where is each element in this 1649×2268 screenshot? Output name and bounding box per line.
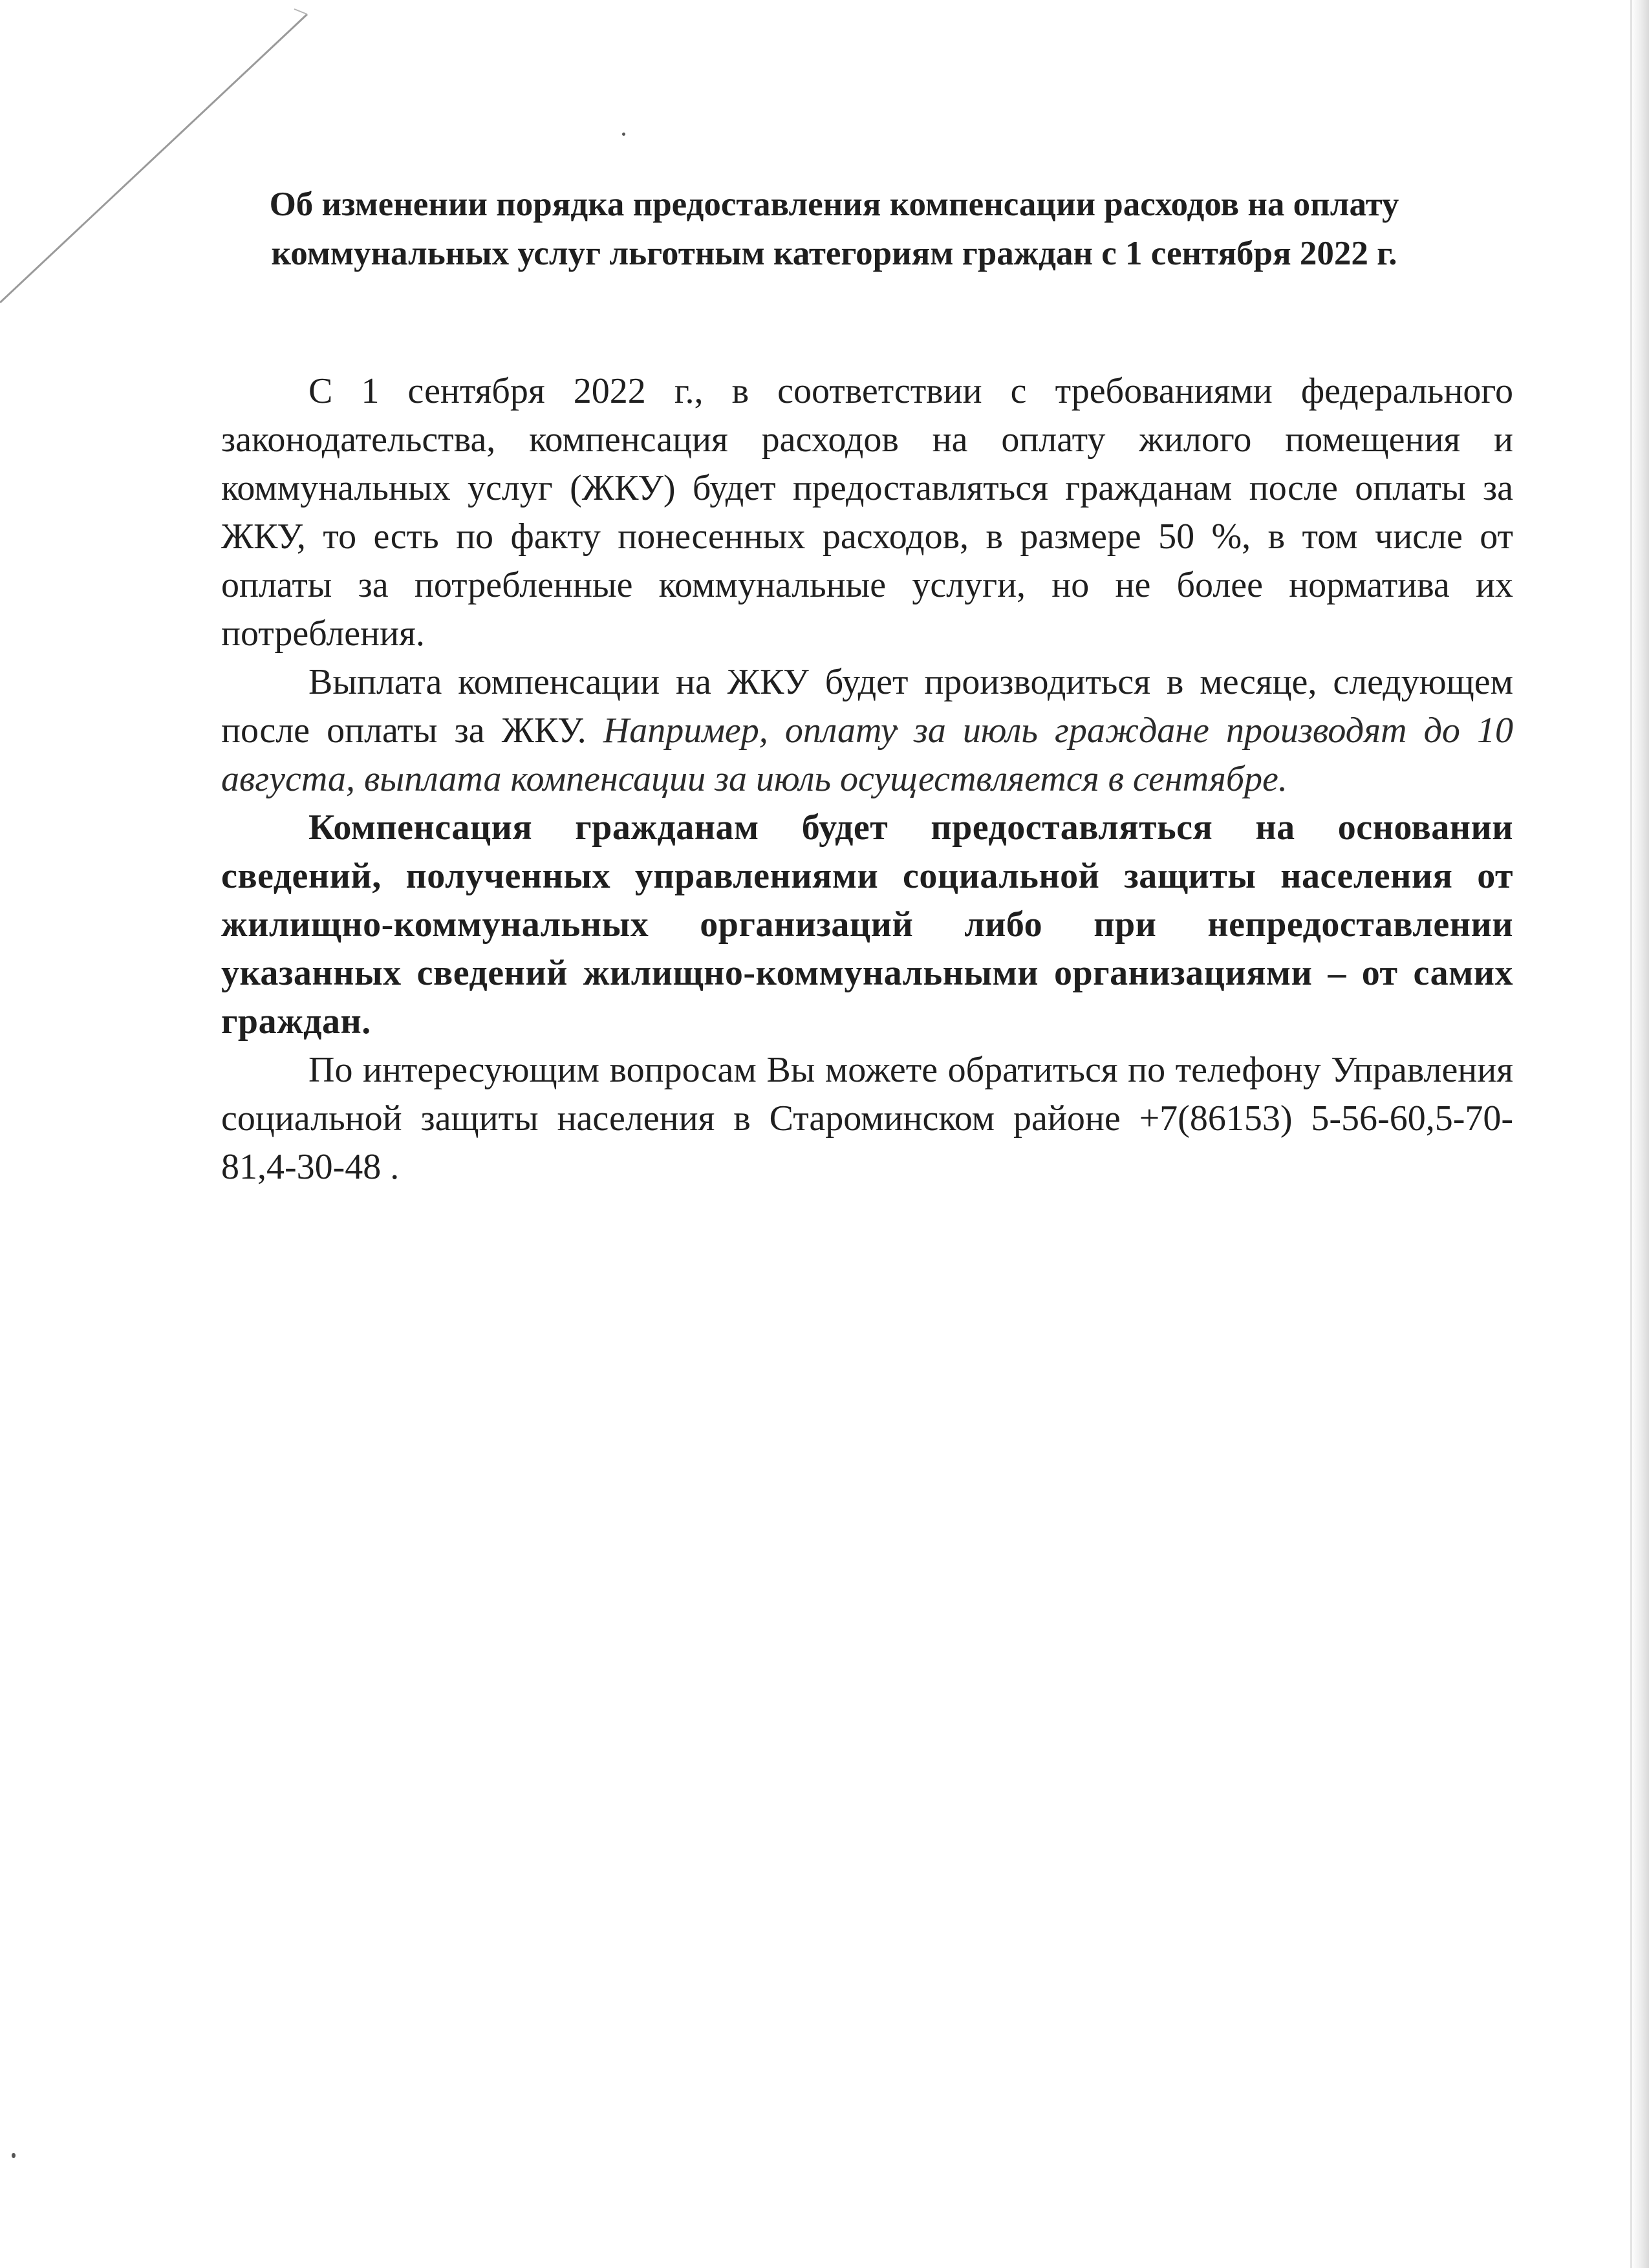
paragraph-data-source: Компенсация гражданам будет предоставляться на основании сведений, полученных управлениями социальной защиты населения от жилищно-коммунальных организаций либо при непредоставлении указанных сведений жилищно-коммунальными организациями – от самих граждан.	[221, 808, 1513, 1042]
scan-right-edge-line	[1630, 0, 1632, 2268]
paragraph-compensation-terms: С 1 сентября 2022 г., в соответствии с требованиями федерального законодательства, компенсация расходов на оплату жилого помещения и коммунальных услуг (ЖКУ) будет предоставляться гражданам после оплаты за ЖКУ, то есть по факту понесенных расходов, в размере 50 %, в том числе от оплаты за потребленные коммунальные услуги, но не более норматива их потребления.	[221, 371, 1513, 654]
document-title: Об изменении порядка предоставления компенсации расходов на оплату коммунальных услуг льготным категориям граждан с 1 сентября 2022 г.	[269, 186, 1399, 272]
scan-right-edge-shadow	[1631, 0, 1649, 2268]
payment-timing-example: Например, оплату за июль граждане производят до 10 августа, выплата компенсации за июль осуществляется в сентябре.	[221, 711, 1514, 799]
payment-timing-lead: Выплата компенсации на ЖКУ будет производиться в месяце, следующем после оплаты за ЖКУ.	[221, 662, 1513, 751]
fold-tip	[294, 9, 307, 14]
scan-speck	[622, 133, 625, 136]
document-body	[221, 367, 1513, 1192]
paragraph-payment-timing	[221, 658, 1513, 804]
paragraph-contact-phones: По интересующим вопросам Вы можете обратиться по телефону Управления социальной защиты населения в Староминском районе +7(86153) 5-56-60,5-70-81,4-30-48 .	[221, 1050, 1513, 1187]
scan-speck	[12, 2153, 16, 2158]
